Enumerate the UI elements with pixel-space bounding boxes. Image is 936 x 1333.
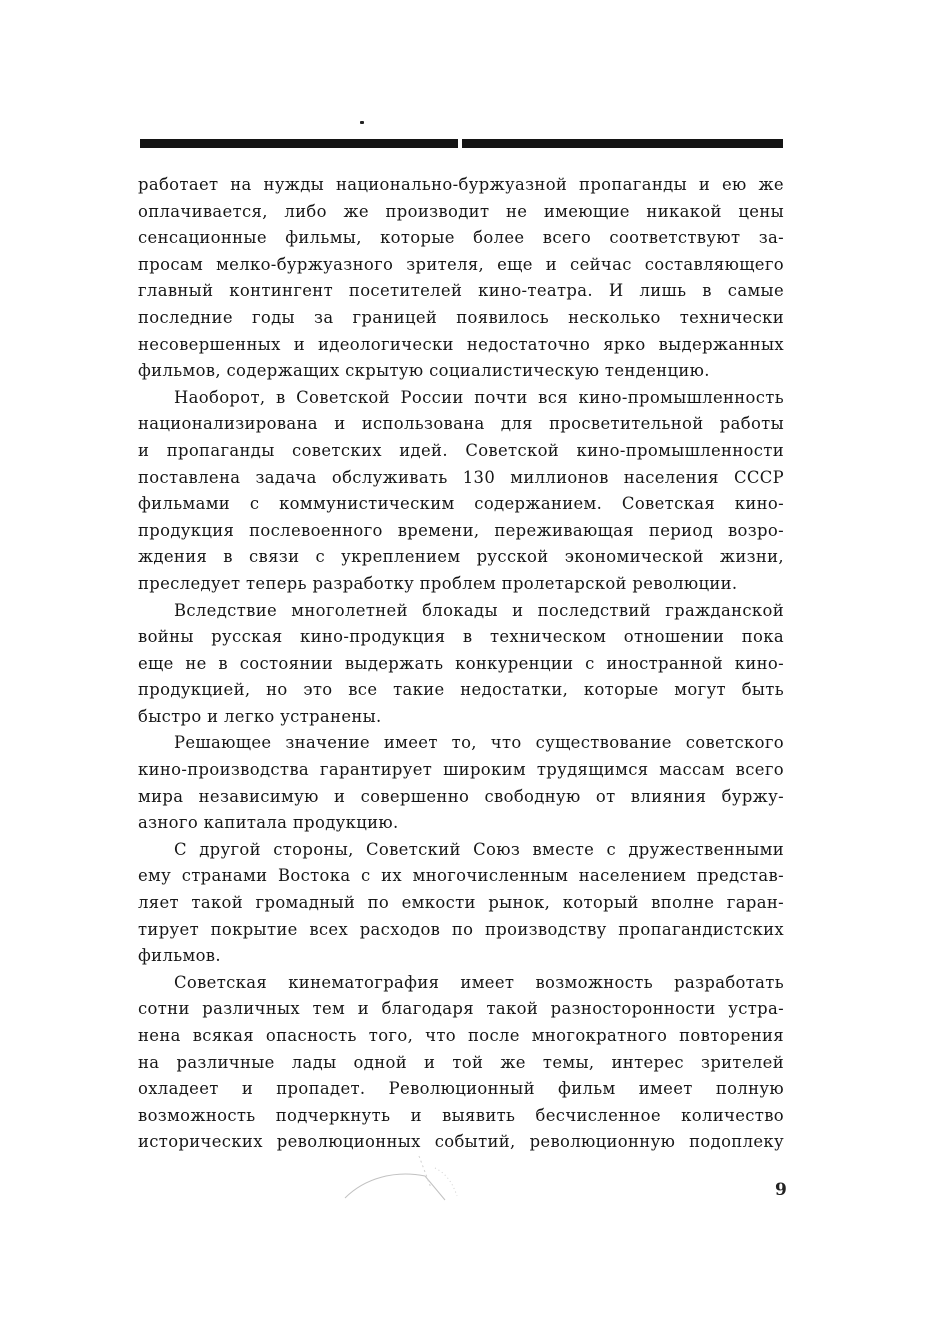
text-line: охладеет и пропадет. Революционный фильм имеет полную	[138, 1079, 784, 1099]
body-text	[138, 172, 784, 1156]
text-line: фильмов, содержащих скрытую социалистическую тенденцию.	[138, 361, 710, 381]
text-line: несовершенных и идеологически недостаточно ярко выдержанных	[138, 334, 784, 354]
header-rule-right	[462, 139, 783, 148]
text-line: нена всякая опасность того, что после многократного повторения	[138, 1026, 784, 1045]
text-line: продукцией, но это все такие недостатки, которые могут быть	[138, 680, 784, 700]
text-line: продукция послевоенного времени, переживающая период возро-	[138, 520, 784, 540]
text-line: войны русская кино-продукция в техническом отношении пока	[138, 627, 784, 647]
header-rule-left	[140, 139, 458, 148]
text-line: Вследствие многолетней блокады и последствий гражданской	[174, 600, 784, 620]
text-line: последние годы за границей появилось несколько технически	[138, 307, 784, 327]
faded-stamp-mark	[335, 1148, 485, 1206]
text-line: быстро и легко устранены.	[138, 706, 382, 726]
text-line: азного капитала продукцию.	[138, 813, 399, 833]
text-line: исторических революционных событий, революционную подоплеку	[138, 1132, 784, 1152]
text-line: преследует теперь разработку проблем пролетарской революции.	[138, 573, 738, 593]
text-line: С другой стороны, Советский Союз вместе с дружественными	[174, 839, 784, 859]
text-line: возможность подчеркнуть и выявить бесчисленное количество	[138, 1105, 784, 1125]
text-line: поставлена задача обслуживать 130 миллионов населения СССР	[138, 467, 784, 487]
text-line: ему странами Востока с их многочисленным населением представ-	[138, 866, 784, 886]
text-line: еще не в состоянии выдержать конкуренции с иностранной кино-	[138, 653, 784, 673]
text-line: национализирована и использована для просветительной работы	[138, 414, 784, 434]
text-line: кино-производства гарантирует широким трудящимся массам всего	[138, 760, 784, 780]
text-line: мира независимую и совершенно свободную от влияния буржу-	[138, 786, 784, 806]
ink-speck	[360, 121, 364, 124]
text-line: просам мелко-буржуазного зрителя, еще и сейчас составляющего	[138, 254, 784, 274]
text-line: сотни различных тем и благодаря такой разносторонности устра-	[138, 999, 784, 1019]
text-line: сенсационные фильмы, которые более всего соответствуют за-	[138, 228, 784, 248]
text-line: фильмами с коммунистическим содержанием. Советская кино-	[138, 494, 784, 514]
text-line: работает на нужды национально-буржуазной пропаганды и ею же	[138, 175, 784, 194]
text-line: тирует покрытие всех расходов по производству пропагандистских	[138, 919, 784, 939]
text-line: ляет такой громадный по емкости рынок, который вполне гаран-	[138, 893, 784, 913]
text-line: Советская кинематография имеет возможность разработать	[174, 972, 784, 992]
page-number: 9	[775, 1180, 787, 1200]
text-line: и пропаганды советских идей. Советской кино-промышленности	[138, 440, 784, 460]
text-line: фильмов.	[138, 946, 221, 966]
text-line: Наоборот, в Советской России почти вся кино-промышленность	[174, 387, 784, 407]
text-line: на различные лады одной и той же темы, интерес зрителей	[138, 1052, 784, 1072]
text-line: оплачивается, либо же производит не имеющие никакой цены	[138, 201, 784, 221]
text-line: Решающее значение имеет то, что существование советского	[174, 733, 784, 753]
text-line: главный контингент посетителей кино-театра. И лишь в самые	[138, 281, 784, 301]
text-line: ждения в связи с укреплением русской экономической жизни,	[138, 547, 784, 567]
